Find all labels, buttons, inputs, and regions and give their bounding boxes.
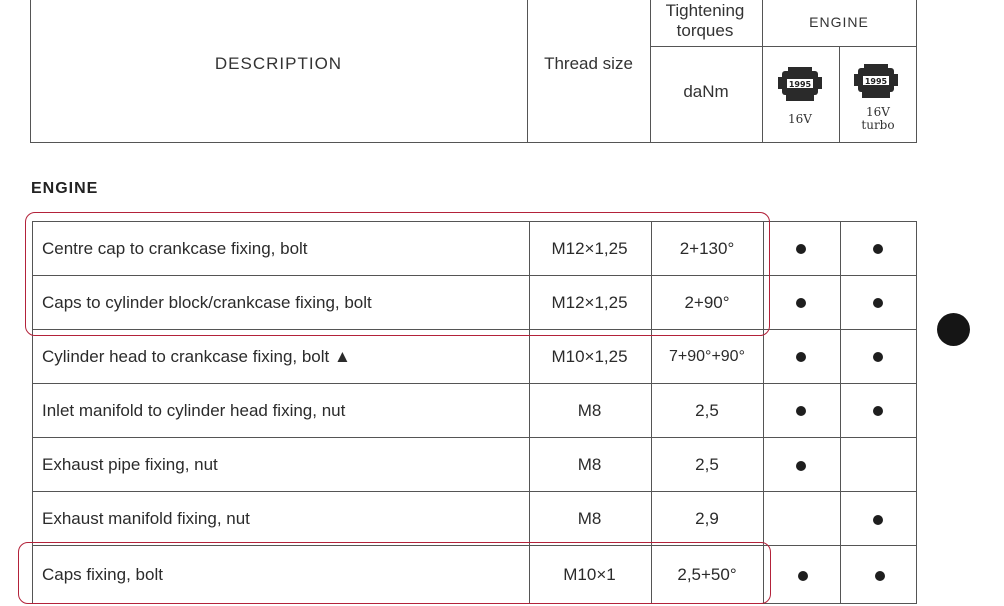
- page-marker-dot: [937, 313, 970, 346]
- row-thread-size: M8: [577, 454, 602, 474]
- row-torque: 2+130°: [679, 238, 735, 258]
- highlight-box-bottom: [18, 542, 771, 604]
- section-title: ENGINE: [31, 180, 99, 197]
- applies-16v-dot: [796, 406, 806, 416]
- applies-16v-turbo-dot: [873, 515, 883, 525]
- applies-16v-turbo-dot: [875, 571, 885, 581]
- applies-16v-turbo-dot: [873, 298, 883, 308]
- engine-badge: 1995: [788, 80, 812, 89]
- row-description: Caps fixing, bolt: [42, 564, 163, 584]
- header-thread-size: Thread size: [544, 54, 633, 73]
- engine-block-icon: [854, 64, 898, 102]
- applies-16v-turbo-dot: [873, 406, 883, 416]
- row-torque: 2,9: [695, 508, 719, 528]
- applies-16v-turbo-dot: [873, 244, 883, 254]
- applies-16v-dot: [798, 571, 808, 581]
- applies-16v-dot: [796, 244, 806, 254]
- row-torque: 2,5: [695, 454, 719, 474]
- row-description: Caps to cylinder block/crankcase fixing, bolt: [42, 292, 372, 312]
- applies-16v-dot: [796, 352, 806, 362]
- engine-16v-label: 16V: [788, 112, 812, 126]
- header-description: DESCRIPTION: [214, 54, 343, 73]
- row-torque: 2+90°: [684, 292, 730, 312]
- row-torque: 2,5+50°: [677, 564, 737, 584]
- row-description: Exhaust pipe fixing, nut: [42, 454, 218, 474]
- row-description: Centre cap to crankcase fixing, bolt: [42, 238, 308, 258]
- row-description: Exhaust manifold fixing, nut: [42, 508, 250, 528]
- engine-block-icon: [778, 67, 822, 105]
- row-thread-size: M12×1,25: [551, 292, 628, 312]
- row-thread-size: M8: [577, 508, 602, 528]
- highlight-box-top: [25, 212, 770, 336]
- applies-16v-turbo-dot: [873, 352, 883, 362]
- applies-16v-dot: [796, 461, 806, 471]
- row-thread-size: M10×1: [563, 564, 616, 584]
- row-thread-size: M10×1,25: [551, 346, 628, 366]
- applies-16v-dot: [796, 298, 806, 308]
- row-thread-size: M8: [577, 400, 602, 420]
- engine-badge: 1995: [864, 77, 888, 86]
- row-torque: 7+90°+90°: [669, 347, 745, 365]
- row-thread-size: M12×1,25: [551, 238, 628, 258]
- row-description: Inlet manifold to cylinder head fixing, nut: [42, 400, 346, 420]
- header-engine-group: ENGINE: [809, 14, 869, 30]
- engine-16v-turbo-label: 16V turbo: [861, 105, 895, 132]
- row-description: Cylinder head to crankcase fixing, bolt ▲: [42, 346, 351, 366]
- header-unit: daNm: [683, 82, 729, 101]
- header-tightening-torques: Tightening torques: [665, 1, 745, 40]
- row-torque: 2,5: [695, 400, 719, 420]
